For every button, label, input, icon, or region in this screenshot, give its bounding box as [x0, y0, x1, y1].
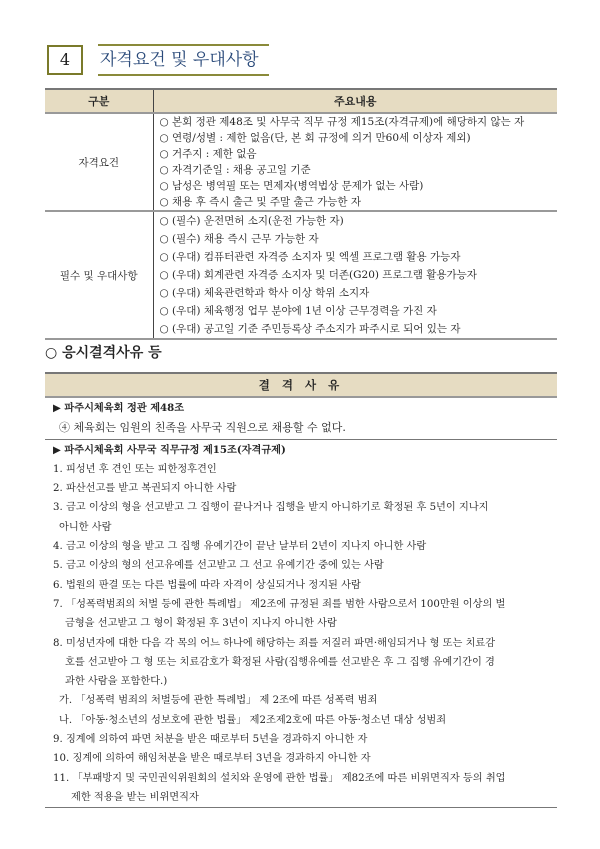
table-row	[45, 211, 557, 339]
rule-title: ▶ 파주시체육회 정관 제48조	[53, 402, 185, 414]
list-item: ○ 본회 정관 제48조 및 사무국 직무 규정 제15조(자격규제)에 해당하지 않는 자	[159, 116, 525, 128]
list-item-cont: 제한 적용을 받는 비위면직자	[45, 788, 557, 808]
disqualification-body	[45, 399, 557, 808]
header-category: 구분	[45, 89, 153, 113]
row-items	[153, 211, 557, 339]
list-item: 2. 파산선고를 받고 복권되지 아니한 사람	[53, 483, 237, 495]
rule-title: ▶ 파주시체육회 사무국 직무규정 제15조(자격규제)	[53, 443, 286, 456]
row-items	[153, 113, 557, 211]
sub-item: 나. 「아동·청소년의 성보호에 관한 법률」 제2조제2호에 따른 아동·청소년 대상 성범죄	[59, 714, 447, 726]
list-item: ○ 거주지 : 제한 없음	[159, 148, 257, 160]
list-item: 7. 「성폭력범죄의 처벌 등에 관한 특례법」 제2조에 규정된 죄를 범한 사람으로서 100만원 이상의 벌	[53, 598, 506, 610]
row-category: 필수 및 우대사항	[45, 211, 153, 339]
table-header	[45, 89, 557, 113]
list-item: 8. 미성년자에 대한 다음 각 목의 어느 하나에 해당하는 죄를 저질러 파면·해임되거나 형 또는 치료감	[53, 637, 496, 649]
list-item: ○ (우대) 체육관련학과 학사 이상 학위 소지자	[159, 287, 370, 299]
list-item: 4. 금고 이상의 형을 받고 그 집행 유예기간이 끝난 날부터 2년이 지나지 아니한 사람	[53, 541, 427, 553]
section-title: 자격요건 및 우대사항	[98, 44, 269, 76]
list-item: ○ 자격기준일 : 채용 공고일 기준	[159, 164, 311, 176]
list-item: 5. 금고 이상의 형의 선고유예를 선고받고 그 선고 유예기간 중에 있는 사람	[53, 560, 384, 572]
list-item: 9. 징계에 의하여 파면 처분을 받은 때로부터 5년을 경과하지 아니한 자	[53, 734, 368, 746]
list-item-cont: 아니한 사람	[59, 521, 112, 533]
list-item: ○ 채용 후 즉시 출근 및 주말 출근 가능한 자	[159, 196, 361, 208]
list-item: 6. 법원의 판결 또는 다른 법률에 따라 자격이 상실되거나 정지된 사람	[53, 579, 361, 591]
list-item: 3. 금고 이상의 형을 선고받고 그 집행이 끝나거나 집행을 받지 아니하기로 확정된 후 5년이 지나지	[53, 502, 489, 514]
list-item: 1. 피성년 후 견인 또는 피한정후견인	[53, 463, 217, 475]
section-number: 4	[47, 45, 83, 75]
header-content: 주요내용	[153, 89, 557, 113]
table-row	[45, 113, 557, 211]
list-item: ○ (필수) 운전면허 소지(운전 가능한 자)	[159, 215, 344, 227]
disqualification-heading: ○ 응시결격사유 등	[45, 345, 162, 361]
list-item: ○ (필수) 채용 즉시 근무 가능한 자	[159, 233, 319, 245]
list-item-cont: 호를 선고받아 그 형 또는 치료감호가 확정된 사람(집행유예를 선고받은 후 그 집행 유예기간이 경	[65, 656, 495, 668]
sub-item: 가. 「성폭력 범죄의 처벌등에 관한 특례법」 제 2조에 따른 성폭력 범죄	[59, 695, 378, 707]
list-item: ○ (우대) 회계관련 자격증 소지자 및 더존(G20) 프로그램 활용가능자	[159, 269, 477, 281]
rule-text: ④ 체육회는 임원의 친족을 사무국 직원으로 채용할 수 없다.	[59, 421, 346, 435]
disqualification-bar: 결 격 사 유	[45, 372, 557, 398]
list-item: 10. 징계에 의하여 해임처분을 받은 때로부터 3년을 경과하지 아니한 자	[53, 753, 371, 765]
list-item: ○ (우대) 공고일 기준 주민등록상 주소지가 파주시로 되어 있는 자	[159, 323, 461, 335]
list-item: 11. 「부패방지 및 국민권익위원회의 설치와 운영에 관한 법률」 제82조에 따른 비위면직자 등의 취업	[53, 772, 506, 784]
list-item-cont: 금형을 선고받고 그 형이 확정된 후 3년이 지나지 아니한 사람	[65, 618, 337, 630]
list-item: ○ 남성은 병역필 또는 면제자(병역법상 문제가 없는 사람)	[159, 180, 424, 192]
row-category: 자격요건	[45, 113, 153, 211]
divider	[45, 439, 557, 440]
requirements-table	[45, 88, 557, 340]
list-item: ○ (우대) 컴퓨터관련 자격증 소지자 및 엑셀 프로그램 활용 가능자	[159, 251, 461, 263]
list-item: ○ 연령/성별 : 제한 없음(단, 본 회 규정에 의거 만60세 이상자 제외)	[159, 132, 471, 144]
list-item-cont: 과한 사람을 포함한다.)	[65, 676, 168, 688]
list-item: ○ (우대) 체육행정 업무 분야에 1년 이상 근무경력을 가진 자	[159, 305, 437, 317]
